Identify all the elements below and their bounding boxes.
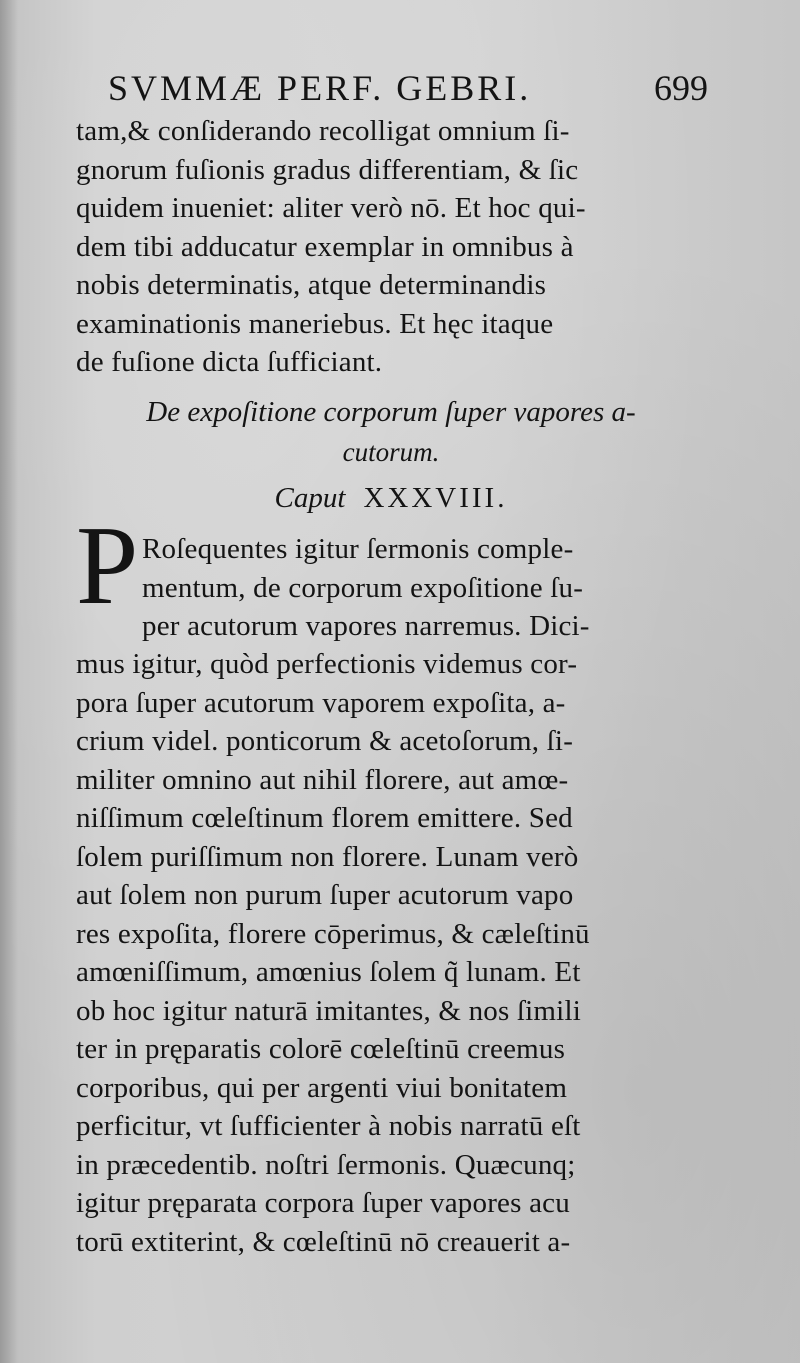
paragraph-exposition-body (76, 645, 706, 1261)
text-line: niſſimum cœleſtinum florem emittere. Sed (76, 802, 573, 834)
section-heading-line-1: De expoſitione corporum ſuper vapores a- (146, 396, 636, 428)
text-line: Roſequentes igitur ſermonis comple- (142, 533, 574, 565)
text-line: corporibus, qui per argenti viui bonitatem (76, 1071, 568, 1104)
text-line: examinationis maneriebus. Et hęc itaque (76, 307, 554, 340)
page-header (108, 64, 708, 112)
drop-cap-initial: P (76, 504, 139, 628)
text-line: ob hoc igitur naturā imitantes, & nos ſimili (76, 994, 581, 1027)
text-line: res expoſita, florere cōperimus, & cæleſtinū (76, 917, 590, 950)
running-head: SVMMÆ PERF. GEBRI. (108, 68, 532, 108)
text-line: igitur pręparata corpora ſuper vapores acu (76, 1187, 570, 1219)
text-line: perficitur, vt ſufficienter à nobis narratū eſt (76, 1110, 581, 1142)
text-line: pora ſuper acutorum vaporem expoſita, a- (76, 686, 566, 719)
text-line: per acutorum vapores narremus. Dici- (142, 610, 590, 642)
text-line: de fuſione dicta ſufficiant. (76, 346, 383, 378)
chapter-label (76, 478, 706, 518)
text-line: nobis determinatis, atque determinandis (76, 269, 547, 301)
chapter-numeral: XXXVIII. (363, 482, 508, 514)
text-line: quidem inueniet: aliter verò nō. Et hoc qui- (76, 192, 586, 224)
text-line: aut ſolem non purum ſuper acutorum vapo (76, 879, 574, 911)
text-line: in præcedentib. noſtri ſermonis. Quæcunq; (76, 1148, 576, 1181)
text-line: dem tibi adducatur exemplar in omnibus à (76, 230, 574, 263)
text-line: crium videl. ponticorum & acetoſorum, ſi- (76, 725, 574, 757)
page-number: 699 (654, 68, 708, 108)
text-line: tam,& conſiderando recolligat omnium ſi- (76, 115, 570, 147)
chapter-caput: Caput (274, 482, 346, 514)
text-line: militer omnino aut nihil florere, aut amœ- (76, 763, 569, 796)
text-line: amœniſſimum, amœnius ſolem q̃ lunam. Et (76, 956, 581, 988)
text-line: ſolem puriſſimum non florere. Lunam verò (76, 840, 579, 873)
text-line: torū extiterint, & cœleſtinū nō creauerit a- (76, 1225, 571, 1258)
section-heading-line-2: cutorum. (342, 437, 440, 467)
paragraph-opening-lines (142, 530, 706, 646)
text-line: ter in pręparatis colorē cœleſtinū creemus (76, 1033, 566, 1065)
paragraph-fusion-conclusion (76, 112, 706, 382)
text-line: mus igitur, quòd perfectionis videmus cor- (76, 648, 578, 680)
text-line: mentum, de corporum expoſitione ſu- (142, 571, 584, 604)
text-line: gnorum fuſionis gradus differentiam, & ſic (76, 153, 579, 186)
page-gutter-shadow (0, 0, 18, 1363)
